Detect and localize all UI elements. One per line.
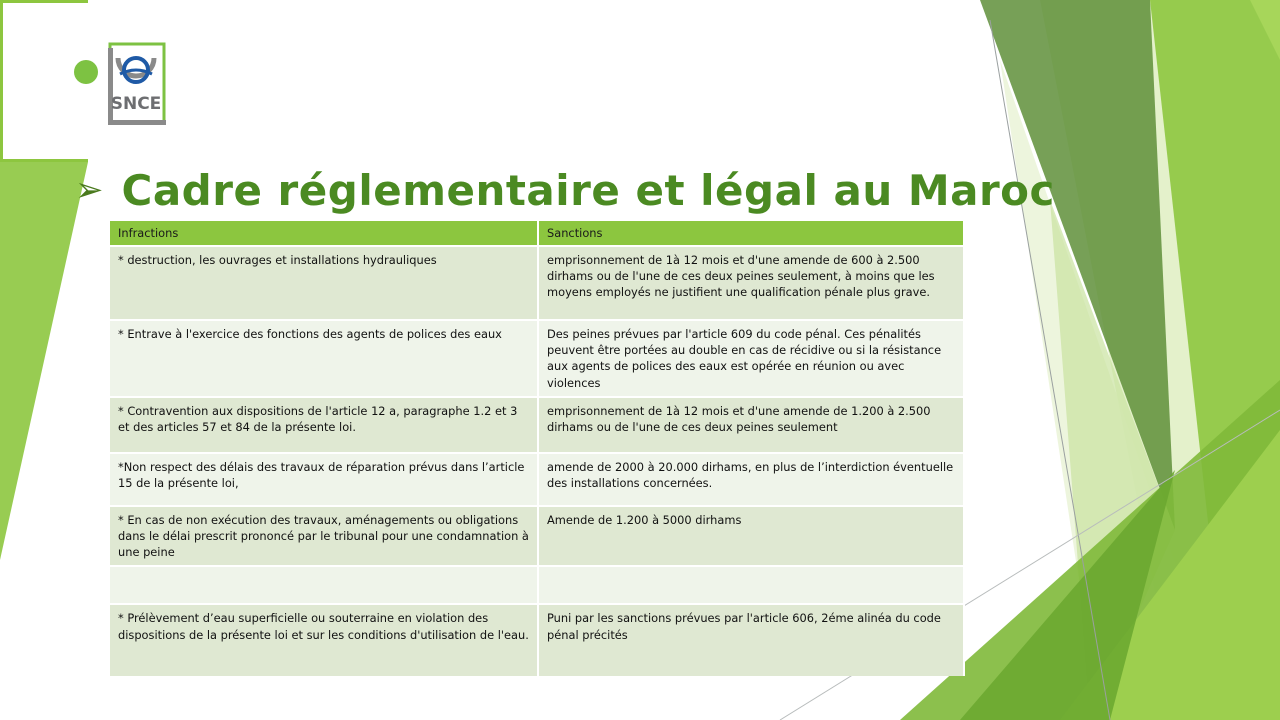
infraction-cell: * En cas de non exécution des travaux, aménagements ou obligations dans le délai prescrit prononcé par le tribunal pour une condamnation à une peine [110,506,538,567]
arrow-bullet-icon: ➢ [75,170,104,210]
sanction-cell: Amende de 1.200 à 5000 dirhams [538,506,964,567]
sanction-cell: Puni par les sanctions prévues par l'article 606, 2éme alinéa du code pénal précités [538,604,964,676]
infraction-cell: *Non respect des délais des travaux de réparation prévus dans l’article 15 de la présente loi, [110,453,538,506]
table-row [110,604,964,676]
infraction-cell: * Prélèvement d’eau superficielle ou souterraine en violation des dispositions de la présente loi et sur les conditions d'utilisation de l'eau. [110,604,538,676]
table-row [110,320,964,397]
infraction-cell: * Contravention aux dispositions de l'article 12 a, paragraphe 1.2 et 3 et des articles 57 et 84 de la présente loi. [110,397,538,453]
sanction-cell: amende de 2000 à 20.000 dirhams, en plus de l’interdiction éventuelle des installations concernées. [538,453,964,506]
sanction-cell: emprisonnement de 1à 12 mois et d'une amende de 600 à 2.500 dirhams ou de l'une de ces deux peines seulement, à moins que les moyens employés ne justifient une qualification pénale plus grave. [538,246,964,320]
sanction-cell: emprisonnement de 1à 12 mois et d'une amende de 1.200 à 2.500 dirhams ou de l'une de ces deux peines seulement [538,397,964,453]
infractions-sanctions-table [110,221,965,676]
page-title [75,160,1055,220]
svg-text:SNCE: SNCE [110,94,162,114]
infraction-cell: * destruction, les ouvrages et installations hydrauliques [110,246,538,320]
table-row [110,566,964,604]
infraction-cell [110,566,538,604]
table-row [110,453,964,506]
table-row [110,506,964,567]
header-infractions: Infractions [110,221,538,246]
table-row [110,397,964,453]
sanction-cell: Des peines prévues par l'article 609 du code pénal. Ces pénalités peuvent être portées au double en cas de récidive ou si la résistance aux agents de polices des eaux est opérée en réunion ou avec violences [538,320,964,397]
snce-logo [68,40,174,128]
infraction-cell: * Entrave à l'exercice des fonctions des agents de polices des eaux [110,320,538,397]
table-row [110,246,964,320]
header-sanctions: Sanctions [538,221,964,246]
sanction-cell [538,566,964,604]
title-text: Cadre réglementaire et légal au Maroc [121,165,1055,215]
table-header-row [110,221,964,246]
